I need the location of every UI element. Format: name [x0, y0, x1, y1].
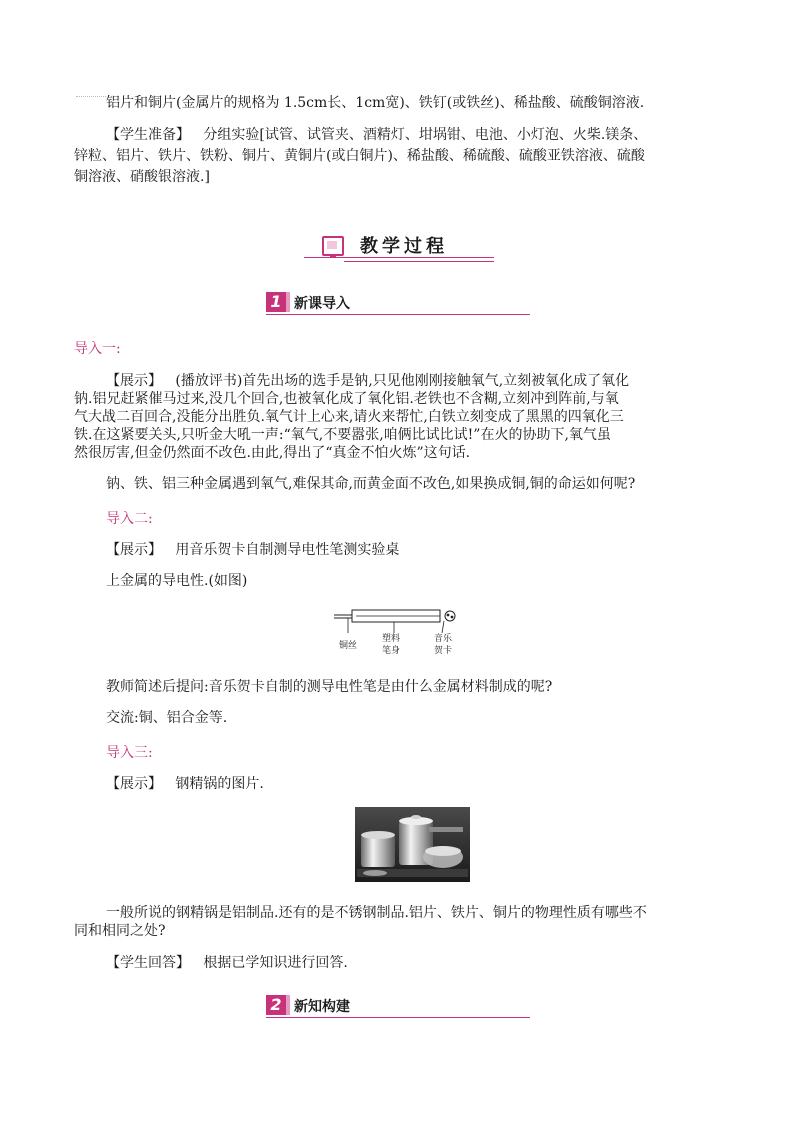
cookware-photo [355, 807, 470, 882]
student-prep-label: 【学生准备】 [106, 127, 190, 143]
number-badge: 1 [266, 292, 286, 312]
section-underline-2 [344, 261, 494, 262]
student-prep-line3: 铜溶液、硝酸银溶液.] [74, 169, 210, 185]
intro3-heading: 导入三: [106, 745, 153, 761]
section-underline [304, 257, 494, 258]
intro1-para-line1 [106, 372, 629, 390]
subsection-rule [266, 1017, 530, 1018]
intro2-question: 教师简述后提问:音乐贺卡自制的测导电性笔是由什么金属材料制成的呢? [106, 679, 553, 695]
student-answer-text: 根据已学知识进行回答. [203, 955, 348, 971]
student-answer [106, 954, 348, 972]
intro1-para-line3: 气大战二百回合,没能分出胜负.氧气计上心来,请火来帮忙,白铁立刻变成了黑黑的四氧化三 [74, 409, 624, 425]
intro3-show-text: 钢精锅的图片. [175, 776, 264, 792]
intro1-para-line5: 然很厉害,但金仍然面不改色.由此,得出了“真金不怕火炼”这句话. [74, 445, 471, 461]
materials-line: 铝片和铜片(金属片的规格为 1.5cm长、1cm宽)、铁钉(或铁丝)、稀盐酸、硫酸铜溶液. [106, 95, 645, 111]
fig-label-wire: 铜丝 [339, 641, 358, 651]
show-label: 【展示】 [106, 776, 162, 792]
intro1-para2: 钠、铁、铝三种金属遇到氧气,难保其命,而黄金面不改色,如果换成铜,铜的命运如何呢? [106, 476, 636, 492]
subsection-header-1 [266, 292, 530, 314]
show-label: 【展示】 [106, 373, 162, 389]
student-prep-text: 分组实验[试管、试管夹、酒精灯、坩埚钳、电池、小灯泡、火柴.镁条、 [203, 127, 648, 143]
monitor-icon [322, 236, 344, 256]
intro2-text-1: 用音乐贺卡自制测导电性笔测实验桌 [175, 542, 400, 558]
conductivity-pen-figure [334, 603, 464, 663]
student-prep-line1 [106, 126, 647, 144]
intro3-para-line1: 一般所说的钢精锅是铝制品.还有的是不锈钢制品.铝片、铁片、铜片的物理性质有哪些不 [106, 905, 647, 921]
student-answer-label: 【学生回答】 [106, 955, 190, 971]
intro2-line1 [106, 541, 399, 559]
section-title: 教学过程 [360, 236, 448, 257]
fig-label-body-2: 笔身 [382, 646, 401, 656]
intro1-text-1: (播放评书)首先出场的选手是钠,只见他刚刚接触氧气,立刻被氧化成了氧化 [175, 373, 630, 389]
student-prep-line2: 锌粒、铝片、铁片、铁粉、铜片、黄铜片(或白铜片)、稀盐酸、稀硫酸、硫酸亚铁溶液、硫酸 [74, 148, 645, 164]
subsection-header-2 [266, 995, 530, 1017]
intro1-para-line4: 铁.在这紧要关头,只听金大吼一声:“氧气,不要嚣张,咱俩比试比试!”在火的协助下,氧气虽 [74, 427, 611, 443]
top-divider [76, 96, 106, 97]
fig-label-body-1: 塑料 [382, 634, 401, 644]
intro2-line2: 上金属的导电性.(如图) [106, 573, 248, 589]
number-badge: 2 [266, 995, 286, 1015]
subsection-title: 新课导入 [294, 296, 350, 312]
intro2-heading: 导入二: [106, 511, 153, 527]
fig-label-card-1: 音乐 [434, 634, 453, 644]
intro1-heading: 导入一: [74, 341, 121, 357]
intro1-para-line2: 钠.铝兄赶紧催马过来,没几个回合,也被氧化成了氧化铝.老铁也不含糊,立刻冲到阵前,与氧 [74, 391, 619, 407]
subsection-title: 新知构建 [294, 999, 350, 1015]
fig-label-card-2: 贺卡 [434, 646, 453, 656]
subsection-rule [266, 314, 530, 315]
intro3-show [106, 775, 264, 793]
intro3-para-line2: 同和相同之处? [74, 923, 166, 939]
show-label: 【展示】 [106, 542, 162, 558]
intro2-answer: 交流:铜、铝合金等. [106, 710, 228, 726]
